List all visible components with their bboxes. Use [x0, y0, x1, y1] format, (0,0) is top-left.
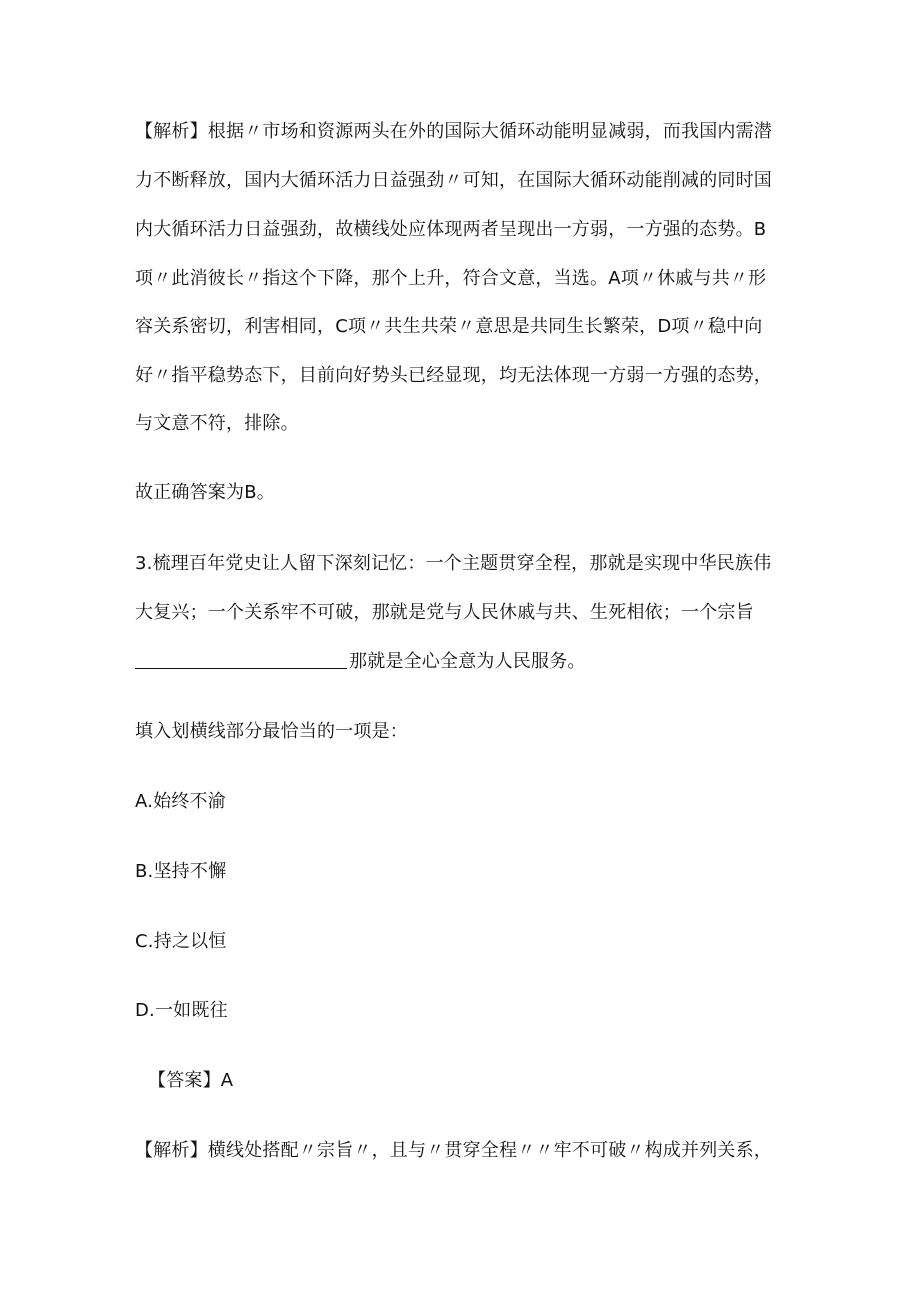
question-stem-line-3 — [135, 650, 586, 674]
question-stem-line-2: 大复兴；一个关系牢不可破，那就是党与人民休戚与共、生死相依；一个宗旨 — [135, 602, 754, 623]
analysis-line-7: 与文意不符，排除。 — [135, 413, 299, 434]
conclusion-text: 故正确答案为B。 — [135, 482, 275, 503]
question-stem-line-1: 3.梳理百年党史让人留下深刻记忆：一个主题贯穿全程，那就是实现中华民族伟 — [135, 553, 772, 574]
question-prompt: 填入划横线部分最恰当的一项是： — [135, 721, 408, 742]
question-stem-tail: 那就是全心全意为人民服务。 — [349, 651, 586, 672]
option-d: D.一如既往 — [135, 1000, 228, 1021]
analysis-line-5: 容关系密切，利害相同，C项〃共生共荣〃意思是共同生长繁荣，D项〃稳中向 — [135, 316, 763, 337]
analysis-line-2: 力不断释放，国内大循环活力日益强劲〃可知，在国际大循环动能削减的同时国 — [135, 170, 772, 191]
analysis-line-4: 项〃此消彼长〃指这个下降，那个上升，符合文意，当选。A项〃休戚与共〃形 — [135, 268, 767, 289]
analysis-line-6: 好〃指平稳势态下，目前向好势头已经显现，均无法体现一方弱一方强的态势， — [135, 365, 772, 386]
option-b: B.坚持不懈 — [135, 861, 227, 882]
option-a: A.始终不渝 — [135, 791, 226, 812]
analysis-line-3: 内大循环活力日益强劲，故横线处应体现两者呈现出一方弱，一方强的态势。B — [135, 219, 767, 240]
analysis-line-1: 【解析】根据〃市场和资源两头在外的国际大循环动能明显减弱，而我国内需潜 — [135, 121, 772, 142]
analysis-start-line: 【解析】横线处搭配〃宗旨〃，且与〃贯穿全程〃〃牢不可破〃构成并列关系， — [135, 1140, 772, 1161]
answer-blank — [135, 650, 347, 669]
option-c: C.持之以恒 — [135, 931, 227, 952]
answer-label: 【答案】A — [148, 1070, 234, 1091]
